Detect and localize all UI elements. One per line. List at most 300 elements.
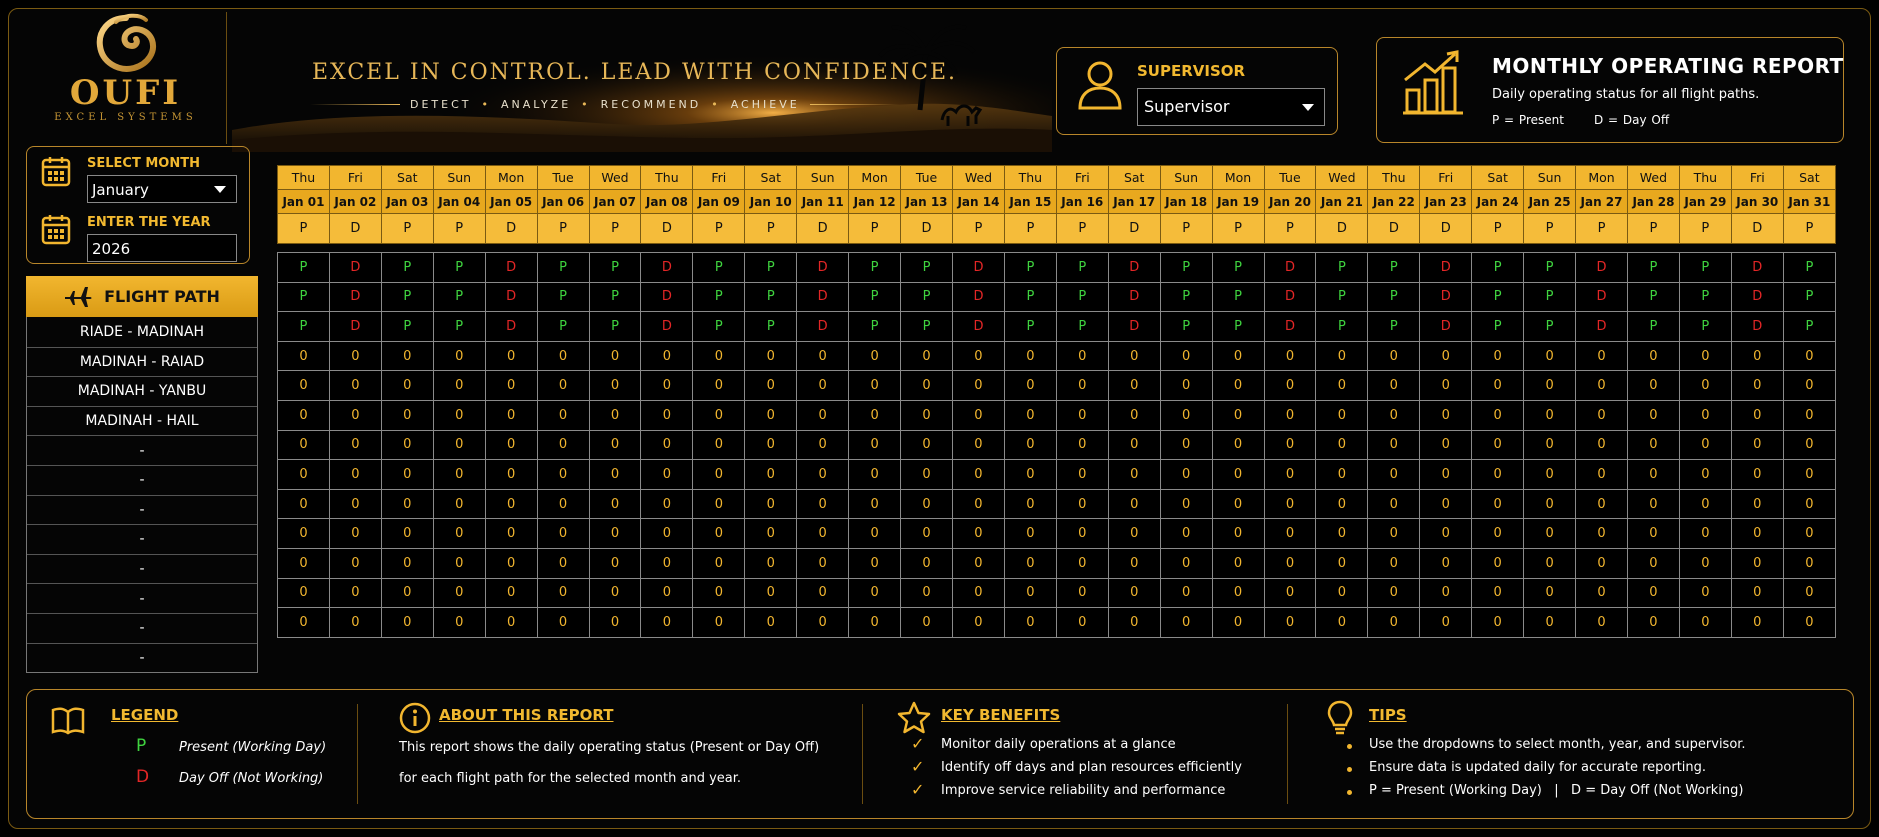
status-row-cell[interactable]: 0: [1731, 400, 1783, 430]
status-row-cell[interactable]: 0: [1368, 400, 1420, 430]
status-row-cell[interactable]: D: [952, 253, 1004, 283]
status-row-cell[interactable]: P: [381, 282, 433, 312]
status-row-cell[interactable]: 0: [1316, 578, 1368, 608]
status-row-cell[interactable]: 0: [1004, 460, 1056, 490]
status-row-cell[interactable]: 0: [1679, 608, 1731, 638]
status-row-cell[interactable]: 0: [589, 430, 641, 460]
status-row-cell[interactable]: 0: [278, 548, 330, 578]
status-row-cell[interactable]: 0: [1472, 400, 1524, 430]
status-row-cell[interactable]: P: [901, 253, 953, 283]
status-row-cell[interactable]: D: [329, 282, 381, 312]
status-row-cell[interactable]: 0: [1783, 489, 1835, 519]
status-row-cell[interactable]: 0: [278, 608, 330, 638]
status-row-cell[interactable]: 0: [1783, 578, 1835, 608]
status-row-cell[interactable]: 0: [1264, 608, 1316, 638]
status-row-cell[interactable]: 0: [1056, 578, 1108, 608]
status-row-cell[interactable]: 0: [1056, 400, 1108, 430]
status-row-cell[interactable]: 0: [797, 608, 849, 638]
status-row-cell[interactable]: 0: [1212, 400, 1264, 430]
status-row-cell[interactable]: 0: [1108, 460, 1160, 490]
status-row-cell[interactable]: 0: [1316, 430, 1368, 460]
status-row-cell[interactable]: 0: [1212, 519, 1264, 549]
status-row-cell[interactable]: 0: [1524, 400, 1576, 430]
status-row-cell[interactable]: 0: [537, 608, 589, 638]
status-row-cell[interactable]: 0: [901, 400, 953, 430]
status-row-cell[interactable]: 0: [1368, 460, 1420, 490]
status-row-cell[interactable]: 0: [1264, 400, 1316, 430]
status-row-cell[interactable]: 0: [849, 519, 901, 549]
status-row-cell[interactable]: D: [1576, 253, 1628, 283]
status-row-cell[interactable]: 0: [1108, 341, 1160, 371]
status-row-cell[interactable]: 0: [1524, 578, 1576, 608]
status-row-cell[interactable]: 0: [1316, 519, 1368, 549]
status-row-cell[interactable]: 0: [278, 578, 330, 608]
status-row-cell[interactable]: 0: [278, 400, 330, 430]
status-row-cell[interactable]: 0: [1472, 430, 1524, 460]
status-row-cell[interactable]: 0: [1316, 400, 1368, 430]
status-row-cell[interactable]: 0: [797, 548, 849, 578]
status-row-cell[interactable]: 0: [952, 489, 1004, 519]
status-row-cell[interactable]: 0: [901, 460, 953, 490]
status-row-cell[interactable]: 0: [381, 341, 433, 371]
status-row-cell[interactable]: 0: [1056, 608, 1108, 638]
status-row-cell[interactable]: 0: [1056, 430, 1108, 460]
status-row-cell[interactable]: 0: [1524, 608, 1576, 638]
status-row-cell[interactable]: 0: [1264, 548, 1316, 578]
status-row-cell[interactable]: P: [589, 282, 641, 312]
flight-path-row[interactable]: -: [27, 495, 257, 525]
flight-path-row[interactable]: -: [27, 465, 257, 495]
flight-path-row[interactable]: -: [27, 643, 257, 673]
status-row-cell[interactable]: D: [1731, 312, 1783, 342]
status-row-cell[interactable]: 0: [1316, 371, 1368, 401]
status-row-cell[interactable]: 0: [1004, 519, 1056, 549]
status-row-cell[interactable]: 0: [745, 460, 797, 490]
status-row-cell[interactable]: P: [1472, 312, 1524, 342]
status-row-cell[interactable]: P: [589, 312, 641, 342]
status-row-cell[interactable]: 0: [537, 519, 589, 549]
status-row-cell[interactable]: P: [901, 312, 953, 342]
flight-path-row[interactable]: MADINAH - YANBU: [27, 376, 257, 406]
status-row-cell[interactable]: 0: [1264, 341, 1316, 371]
status-row-cell[interactable]: 0: [1264, 371, 1316, 401]
flight-path-row[interactable]: -: [27, 524, 257, 554]
status-row-cell[interactable]: P: [1627, 312, 1679, 342]
status-row-cell[interactable]: 0: [1627, 608, 1679, 638]
status-row-cell[interactable]: 0: [1679, 341, 1731, 371]
status-row-cell[interactable]: D: [485, 282, 537, 312]
status-row-cell[interactable]: 0: [1472, 548, 1524, 578]
status-row-cell[interactable]: 0: [1524, 519, 1576, 549]
status-row-cell[interactable]: 0: [693, 548, 745, 578]
status-row-cell[interactable]: 0: [1108, 608, 1160, 638]
status-row-cell[interactable]: D: [797, 312, 849, 342]
status-row-cell[interactable]: P: [537, 282, 589, 312]
status-row-cell[interactable]: 0: [1679, 371, 1731, 401]
status-row-cell[interactable]: D: [952, 282, 1004, 312]
status-row-cell[interactable]: 0: [485, 430, 537, 460]
status-row-cell[interactable]: 0: [1420, 430, 1472, 460]
status-row-cell[interactable]: 0: [1108, 400, 1160, 430]
status-row-cell[interactable]: 0: [1783, 519, 1835, 549]
status-row-cell[interactable]: 0: [537, 460, 589, 490]
status-row-cell[interactable]: P: [433, 282, 485, 312]
status-row-cell[interactable]: D: [1576, 282, 1628, 312]
status-row-cell[interactable]: 0: [1056, 489, 1108, 519]
status-row-cell[interactable]: D: [1264, 282, 1316, 312]
status-row-cell[interactable]: 0: [278, 430, 330, 460]
status-row-cell[interactable]: 0: [849, 608, 901, 638]
month-dropdown[interactable]: [87, 175, 237, 203]
status-row-cell[interactable]: 0: [1316, 548, 1368, 578]
status-row-cell[interactable]: 0: [797, 371, 849, 401]
status-row-cell[interactable]: 0: [537, 578, 589, 608]
status-row-cell[interactable]: 0: [1420, 519, 1472, 549]
status-row-cell[interactable]: 0: [1160, 400, 1212, 430]
status-row-cell[interactable]: 0: [1524, 489, 1576, 519]
status-row-cell[interactable]: 0: [1316, 489, 1368, 519]
status-row-cell[interactable]: 0: [849, 400, 901, 430]
status-row-cell[interactable]: 0: [1576, 400, 1628, 430]
status-row-cell[interactable]: 0: [1420, 400, 1472, 430]
status-row-cell[interactable]: 0: [433, 578, 485, 608]
status-row-cell[interactable]: 0: [952, 548, 1004, 578]
status-row-cell[interactable]: 0: [537, 371, 589, 401]
status-row-cell[interactable]: 0: [1108, 371, 1160, 401]
status-row-cell[interactable]: 0: [1368, 341, 1420, 371]
status-row-cell[interactable]: 0: [1524, 371, 1576, 401]
status-row-cell[interactable]: 0: [1368, 548, 1420, 578]
status-row-cell[interactable]: 0: [1056, 460, 1108, 490]
status-row-cell[interactable]: P: [1004, 312, 1056, 342]
status-row-cell[interactable]: 0: [1783, 400, 1835, 430]
status-row-cell[interactable]: 0: [693, 460, 745, 490]
status-row-cell[interactable]: 0: [485, 519, 537, 549]
status-row-cell[interactable]: 0: [537, 341, 589, 371]
status-row-cell[interactable]: 0: [329, 519, 381, 549]
status-row-cell[interactable]: 0: [329, 489, 381, 519]
status-row-cell[interactable]: 0: [693, 341, 745, 371]
status-row-cell[interactable]: D: [485, 312, 537, 342]
status-row-cell[interactable]: D: [1264, 312, 1316, 342]
status-row-cell[interactable]: 0: [278, 519, 330, 549]
status-row-cell[interactable]: 0: [1108, 578, 1160, 608]
status-row-cell[interactable]: P: [745, 282, 797, 312]
status-row-cell[interactable]: 0: [1627, 578, 1679, 608]
status-row-cell[interactable]: 0: [952, 460, 1004, 490]
status-row-cell[interactable]: 0: [1679, 400, 1731, 430]
status-row-cell[interactable]: P: [1627, 282, 1679, 312]
status-row-cell[interactable]: 0: [849, 430, 901, 460]
status-row-cell[interactable]: 0: [693, 400, 745, 430]
status-row-cell[interactable]: 0: [329, 548, 381, 578]
status-row-cell[interactable]: 0: [433, 608, 485, 638]
status-row-cell[interactable]: 0: [641, 400, 693, 430]
year-input[interactable]: 2026: [87, 234, 237, 262]
status-row-cell[interactable]: 0: [485, 548, 537, 578]
status-row-cell[interactable]: 0: [1731, 371, 1783, 401]
status-row-cell[interactable]: 0: [589, 578, 641, 608]
status-row-cell[interactable]: 0: [485, 489, 537, 519]
status-row-cell[interactable]: P: [849, 282, 901, 312]
status-row-cell[interactable]: 0: [1472, 341, 1524, 371]
status-row-cell[interactable]: P: [1679, 282, 1731, 312]
status-row-cell[interactable]: D: [797, 253, 849, 283]
status-row-cell[interactable]: 0: [1108, 548, 1160, 578]
status-row-cell[interactable]: 0: [901, 430, 953, 460]
status-row-cell[interactable]: 0: [329, 608, 381, 638]
flight-path-row[interactable]: -: [27, 583, 257, 613]
status-row-cell[interactable]: 0: [849, 578, 901, 608]
status-row-cell[interactable]: 0: [797, 400, 849, 430]
status-row-cell[interactable]: 0: [1576, 519, 1628, 549]
status-row-cell[interactable]: 0: [329, 578, 381, 608]
status-row-cell[interactable]: 0: [745, 608, 797, 638]
status-row-cell[interactable]: 0: [1731, 519, 1783, 549]
status-row-cell[interactable]: P: [537, 253, 589, 283]
status-row-cell[interactable]: P: [1056, 312, 1108, 342]
status-row-cell[interactable]: 0: [381, 460, 433, 490]
status-row-cell[interactable]: 0: [849, 371, 901, 401]
status-row-cell[interactable]: 0: [849, 548, 901, 578]
status-row-cell[interactable]: 0: [952, 519, 1004, 549]
status-row-cell[interactable]: 0: [641, 430, 693, 460]
status-row-cell[interactable]: P: [901, 282, 953, 312]
status-row-cell[interactable]: D: [1264, 253, 1316, 283]
status-row-cell[interactable]: 0: [1731, 460, 1783, 490]
status-row-cell[interactable]: P: [381, 253, 433, 283]
status-row-cell[interactable]: 0: [745, 341, 797, 371]
status-row-cell[interactable]: 0: [537, 548, 589, 578]
status-row-cell[interactable]: 0: [1627, 519, 1679, 549]
flight-path-row[interactable]: -: [27, 554, 257, 584]
status-row-cell[interactable]: P: [693, 282, 745, 312]
status-row-cell[interactable]: 0: [433, 430, 485, 460]
status-row-cell[interactable]: P: [1056, 282, 1108, 312]
status-row-cell[interactable]: 0: [1264, 430, 1316, 460]
status-row-cell[interactable]: 0: [1368, 608, 1420, 638]
status-row-cell[interactable]: 0: [329, 400, 381, 430]
status-row-cell[interactable]: P: [849, 312, 901, 342]
status-row-cell[interactable]: 0: [1368, 489, 1420, 519]
status-row-cell[interactable]: 0: [693, 371, 745, 401]
status-row-cell[interactable]: 0: [1056, 371, 1108, 401]
status-row-cell[interactable]: 0: [329, 371, 381, 401]
status-row-cell[interactable]: 0: [797, 578, 849, 608]
status-row-cell[interactable]: 0: [1420, 341, 1472, 371]
status-row-cell[interactable]: D: [1420, 282, 1472, 312]
status-row-cell[interactable]: 0: [1576, 548, 1628, 578]
status-row-cell[interactable]: 0: [901, 608, 953, 638]
status-row-cell[interactable]: 0: [1316, 608, 1368, 638]
status-row-cell[interactable]: 0: [1731, 608, 1783, 638]
status-row-cell[interactable]: 0: [1627, 548, 1679, 578]
status-row-cell[interactable]: 0: [589, 489, 641, 519]
status-row-cell[interactable]: P: [745, 253, 797, 283]
status-row-cell[interactable]: 0: [1576, 608, 1628, 638]
status-row-cell[interactable]: 0: [1056, 548, 1108, 578]
status-row-cell[interactable]: P: [1004, 253, 1056, 283]
status-row-cell[interactable]: 0: [1576, 371, 1628, 401]
status-row-cell[interactable]: 0: [537, 489, 589, 519]
status-row-cell[interactable]: 0: [1472, 608, 1524, 638]
status-row-cell[interactable]: 0: [1160, 460, 1212, 490]
status-row-cell[interactable]: P: [1627, 253, 1679, 283]
status-row-cell[interactable]: 0: [1524, 430, 1576, 460]
status-row-cell[interactable]: D: [797, 282, 849, 312]
status-row-cell[interactable]: P: [745, 312, 797, 342]
status-row-cell[interactable]: 0: [1212, 548, 1264, 578]
status-row-cell[interactable]: P: [1368, 282, 1420, 312]
status-row-cell[interactable]: 0: [1160, 371, 1212, 401]
status-row-cell[interactable]: 0: [589, 400, 641, 430]
status-row-cell[interactable]: 0: [641, 371, 693, 401]
status-row-cell[interactable]: P: [1524, 253, 1576, 283]
status-row-cell[interactable]: 0: [1679, 460, 1731, 490]
status-row-cell[interactable]: 0: [901, 489, 953, 519]
status-row-cell[interactable]: 0: [1212, 489, 1264, 519]
status-row-cell[interactable]: 0: [1783, 430, 1835, 460]
status-row-cell[interactable]: 0: [433, 400, 485, 430]
status-row-cell[interactable]: 0: [1783, 548, 1835, 578]
status-row-cell[interactable]: D: [1420, 253, 1472, 283]
status-row-cell[interactable]: 0: [589, 519, 641, 549]
status-row-cell[interactable]: 0: [433, 519, 485, 549]
status-row-cell[interactable]: 0: [1316, 341, 1368, 371]
status-row-cell[interactable]: D: [1108, 253, 1160, 283]
flight-path-row[interactable]: -: [27, 613, 257, 643]
status-row-cell[interactable]: 0: [1627, 371, 1679, 401]
status-row-cell[interactable]: 0: [1783, 371, 1835, 401]
status-row-cell[interactable]: 0: [1004, 341, 1056, 371]
status-row-cell[interactable]: 0: [797, 489, 849, 519]
status-row-cell[interactable]: 0: [278, 341, 330, 371]
status-row-cell[interactable]: D: [1731, 253, 1783, 283]
status-row-cell[interactable]: 0: [693, 608, 745, 638]
status-row-cell[interactable]: 0: [1212, 430, 1264, 460]
status-row-cell[interactable]: 0: [1627, 489, 1679, 519]
status-row-cell[interactable]: 0: [1679, 489, 1731, 519]
status-row-cell[interactable]: 0: [433, 460, 485, 490]
status-row-cell[interactable]: 0: [797, 430, 849, 460]
status-row-cell[interactable]: D: [1420, 312, 1472, 342]
status-row-cell[interactable]: P: [1524, 312, 1576, 342]
status-row-cell[interactable]: 0: [1627, 430, 1679, 460]
status-row-cell[interactable]: 0: [381, 548, 433, 578]
status-row-cell[interactable]: 0: [1056, 519, 1108, 549]
status-row-cell[interactable]: 0: [1731, 341, 1783, 371]
status-row-cell[interactable]: 0: [952, 400, 1004, 430]
status-row-cell[interactable]: 0: [1160, 608, 1212, 638]
status-row-cell[interactable]: 0: [693, 519, 745, 549]
status-row-cell[interactable]: 0: [1420, 371, 1472, 401]
status-row-cell[interactable]: 0: [433, 548, 485, 578]
status-row-cell[interactable]: 0: [433, 371, 485, 401]
status-row-cell[interactable]: 0: [537, 400, 589, 430]
status-row-cell[interactable]: 0: [797, 460, 849, 490]
status-row-cell[interactable]: 0: [1108, 519, 1160, 549]
status-row-cell[interactable]: 0: [797, 519, 849, 549]
status-row-cell[interactable]: 0: [278, 489, 330, 519]
status-row-cell[interactable]: 0: [1004, 489, 1056, 519]
status-row-cell[interactable]: 0: [1679, 548, 1731, 578]
status-row-cell[interactable]: 0: [1679, 578, 1731, 608]
status-row-cell[interactable]: P: [1160, 282, 1212, 312]
status-row-cell[interactable]: 0: [745, 371, 797, 401]
status-row-cell[interactable]: P: [1316, 282, 1368, 312]
status-row-cell[interactable]: P: [433, 253, 485, 283]
status-row-cell[interactable]: 0: [745, 489, 797, 519]
status-row-cell[interactable]: P: [1368, 253, 1420, 283]
status-row-cell[interactable]: D: [485, 253, 537, 283]
status-row-cell[interactable]: P: [1783, 282, 1835, 312]
status-row-cell[interactable]: 0: [1160, 548, 1212, 578]
status-row-cell[interactable]: P: [589, 253, 641, 283]
status-row-cell[interactable]: 0: [1420, 578, 1472, 608]
status-row-cell[interactable]: 0: [1264, 578, 1316, 608]
status-row-cell[interactable]: D: [329, 312, 381, 342]
status-row-cell[interactable]: 0: [485, 460, 537, 490]
status-row-cell[interactable]: P: [1160, 253, 1212, 283]
status-row-cell[interactable]: 0: [849, 341, 901, 371]
status-row-cell[interactable]: 0: [1108, 430, 1160, 460]
status-row-cell[interactable]: 0: [1264, 519, 1316, 549]
status-row-cell[interactable]: 0: [589, 371, 641, 401]
status-row-cell[interactable]: 0: [1679, 430, 1731, 460]
status-row-cell[interactable]: 0: [1004, 548, 1056, 578]
status-row-cell[interactable]: 0: [1264, 489, 1316, 519]
status-row-cell[interactable]: 0: [1004, 400, 1056, 430]
status-row-cell[interactable]: D: [952, 312, 1004, 342]
status-row-cell[interactable]: P: [1368, 312, 1420, 342]
status-row-cell[interactable]: 0: [745, 548, 797, 578]
status-row-cell[interactable]: P: [381, 312, 433, 342]
status-row-cell[interactable]: 0: [901, 519, 953, 549]
status-row-cell[interactable]: 0: [1160, 489, 1212, 519]
flight-path-row[interactable]: -: [27, 435, 257, 465]
status-row-cell[interactable]: 0: [381, 371, 433, 401]
status-row-cell[interactable]: 0: [1576, 460, 1628, 490]
status-row-cell[interactable]: 0: [797, 341, 849, 371]
status-row-cell[interactable]: 0: [485, 608, 537, 638]
status-row-cell[interactable]: 0: [1056, 341, 1108, 371]
status-row-cell[interactable]: D: [1108, 312, 1160, 342]
status-row-cell[interactable]: 0: [745, 400, 797, 430]
status-row-cell[interactable]: 0: [1004, 430, 1056, 460]
status-row-cell[interactable]: 0: [1368, 430, 1420, 460]
status-row-cell[interactable]: 0: [901, 371, 953, 401]
status-row-cell[interactable]: 0: [485, 341, 537, 371]
status-row-cell[interactable]: 0: [641, 578, 693, 608]
status-row-cell[interactable]: 0: [952, 608, 1004, 638]
status-row-cell[interactable]: 0: [1264, 460, 1316, 490]
flight-path-row[interactable]: RIADE - MADINAH: [79, 323, 205, 340]
status-row-cell[interactable]: 0: [1524, 548, 1576, 578]
status-row-cell[interactable]: 0: [329, 430, 381, 460]
status-row-cell[interactable]: 0: [1472, 460, 1524, 490]
status-row-cell[interactable]: P: [278, 312, 330, 342]
status-row-cell[interactable]: P: [849, 253, 901, 283]
status-row-cell[interactable]: P: [278, 282, 330, 312]
status-row-cell[interactable]: P: [1316, 312, 1368, 342]
status-row-cell[interactable]: 0: [1420, 608, 1472, 638]
flight-path-row[interactable]: MADINAH - HAIL: [27, 406, 257, 436]
status-row-cell[interactable]: P: [693, 253, 745, 283]
status-row-cell[interactable]: 0: [381, 489, 433, 519]
status-row-cell[interactable]: 0: [641, 608, 693, 638]
status-row-cell[interactable]: 0: [1472, 489, 1524, 519]
status-row-cell[interactable]: 0: [1108, 489, 1160, 519]
